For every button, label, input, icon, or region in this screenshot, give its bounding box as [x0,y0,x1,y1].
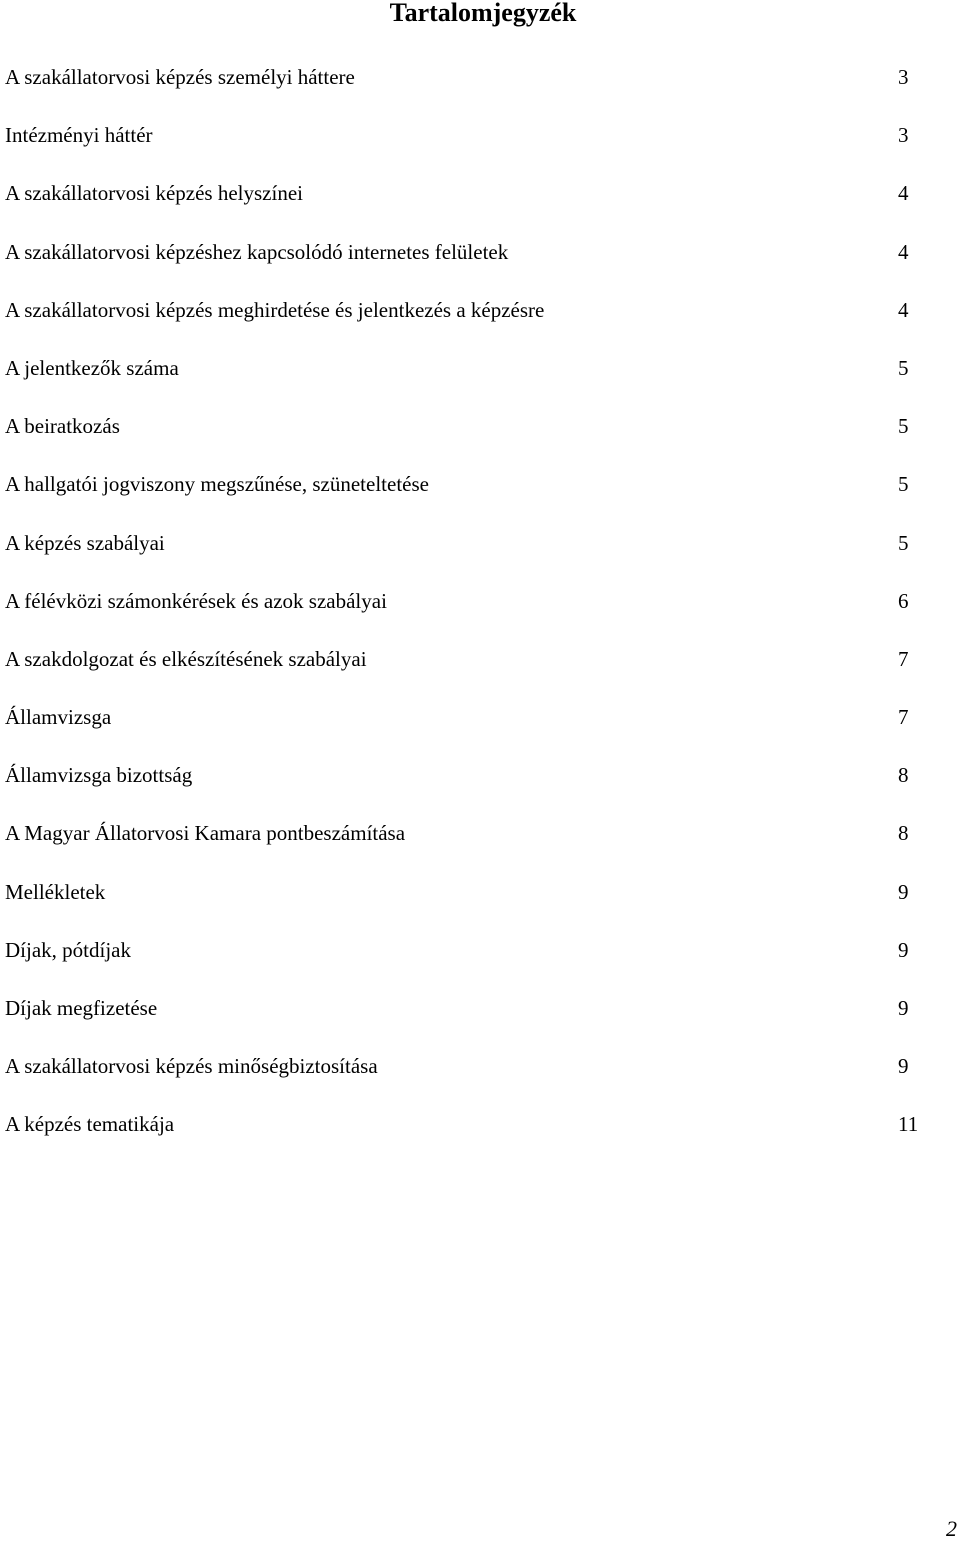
toc-entry-page: 5 [898,530,909,555]
toc-entry-page: 5 [898,355,909,380]
toc-entry-page: 7 [898,705,909,730]
toc-entry-title: Díjak megfizetése [5,996,158,1020]
toc-entry-page: 3 [898,123,909,148]
page-title: Tartalomjegyzék [389,0,577,27]
toc-entry[interactable] [5,467,945,525]
toc-entry-title: A jelentkezők száma [5,355,179,380]
toc-entry-page: 9 [898,996,909,1020]
toc-entry[interactable] [5,293,945,351]
toc-entry[interactable] [5,875,945,933]
toc-entry[interactable] [5,642,945,700]
toc-entry-page: 11 [898,1112,919,1137]
toc-entry-title: A szakállatorvosi képzés személyi háttere [5,65,355,89]
toc-entry-title: A szakállatorvosi képzéshez kapcsolódó internetes felületek [5,239,509,264]
toc-entry-page: 4 [898,297,909,322]
toc-entry[interactable] [5,526,945,584]
toc-entry[interactable] [5,584,945,642]
toc-entry[interactable] [5,409,945,467]
toc-entry-page: 8 [898,821,909,846]
toc-entry-title: Intézményi háttér [5,123,153,148]
toc-entry[interactable] [5,816,945,874]
toc-entry[interactable] [5,933,945,991]
toc-entry-title: Államvizsga [5,705,112,730]
toc-entry[interactable] [5,1049,945,1107]
toc-entry[interactable] [5,235,945,293]
toc-entry-page: 7 [898,646,909,671]
toc-entry[interactable] [5,176,945,234]
toc-entry-title: Államvizsga bizottság [5,763,193,788]
toc-entry-page: 4 [898,181,909,206]
toc-entry-title: Díjak, pótdíjak [5,937,131,962]
toc-entry-title: A képzés szabályai [5,530,165,555]
toc-entry-title: A hallgatói jogviszony megszűnése, szüneteltetése [5,472,429,497]
toc-entry[interactable] [5,1107,945,1165]
toc-entry-page: 9 [898,937,909,962]
toc-entry-title: A képzés tematikája [5,1112,175,1137]
toc-entry[interactable] [5,351,945,409]
toc-entry-title: A szakdolgozat és elkészítésének szabályai [5,646,367,671]
toc-entry-title: Mellékletek [5,879,106,904]
toc-entry-title: A félévközi számonkérések és azok szabályai [5,588,387,613]
toc-entry-page: 4 [898,239,909,264]
toc-entry-page: 8 [898,763,909,788]
toc-entry-page: 5 [898,472,909,497]
toc-entry-page: 5 [898,414,909,439]
toc-entry-title: A Magyar Állatorvosi Kamara pontbeszámítása [5,821,406,846]
toc-entry-title: A beiratkozás [5,414,120,439]
toc-entry[interactable] [5,758,945,816]
toc-entry-page: 6 [898,588,909,613]
toc-entry-page: 9 [898,879,909,904]
toc-entry[interactable] [5,700,945,758]
toc-entry-title: A szakállatorvosi képzés helyszínei [5,181,303,206]
table-of-contents [5,60,945,1166]
toc-entry-title: A szakállatorvosi képzés meghirdetése és jelentkezés a képzésre [5,297,545,322]
toc-entry-page: 9 [898,1054,909,1079]
page-number: 2 [946,1516,957,1541]
toc-entry-page: 3 [898,65,909,89]
toc-entry-title: A szakállatorvosi képzés minőségbiztosítása [5,1054,378,1079]
toc-entry[interactable] [5,991,945,1049]
toc-entry[interactable] [5,118,945,176]
toc-entry[interactable] [5,60,945,118]
